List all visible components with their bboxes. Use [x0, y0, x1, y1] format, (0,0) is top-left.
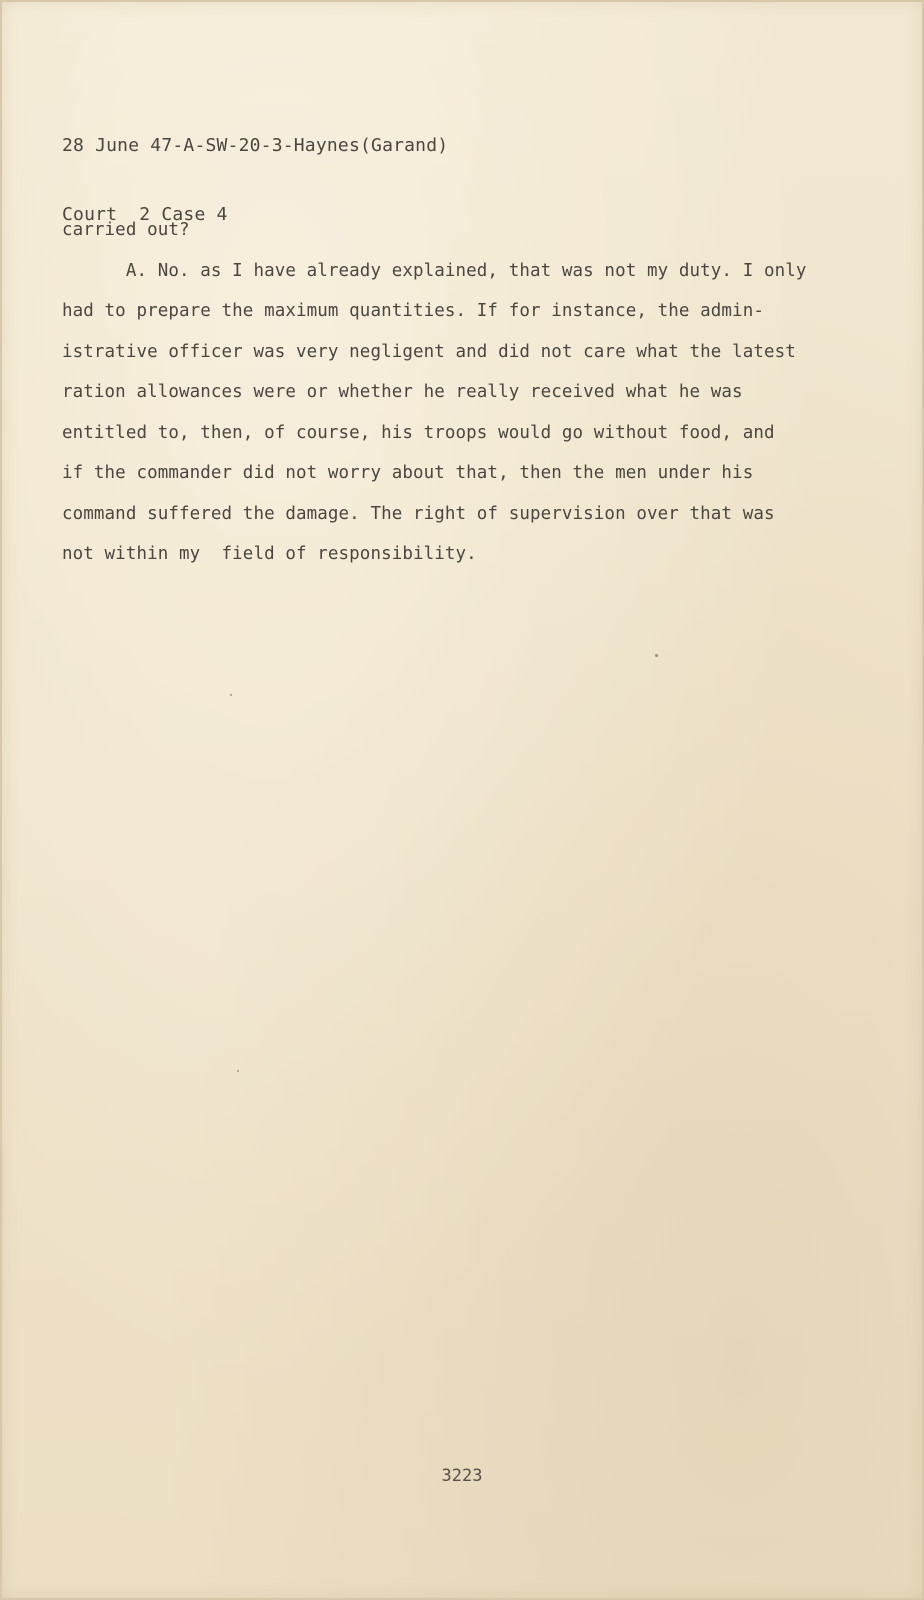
paper-speck [655, 654, 658, 657]
text-line-8: command suffered the damage. The right of supervision over that was [62, 503, 775, 524]
header-court-line: Court 2 Case 4 [62, 204, 228, 225]
text-line-5: ration allowances were or whether he really received what he was [62, 382, 743, 402]
text-line-3: had to prepare the maximum quantities. If for instance, the admin- [62, 301, 764, 321]
paper-speck [237, 1070, 239, 1072]
text-line-6: entitled to, then, of course, his troops would go without food, and [62, 422, 775, 443]
testimony-body [62, 210, 807, 575]
paper-speck [230, 694, 232, 696]
header-date-line: 28 June 47-A-SW-20-3-Haynes(Garand) [62, 135, 449, 156]
text-line-9: not within my field of responsibility. [62, 544, 477, 564]
text-line-4: istrative officer was very negligent and did not care what the latest [62, 341, 796, 362]
text-line-2: A. No. as I have already explained, that was not my duty. I only [62, 260, 807, 281]
text-line-7: if the commander did not worry about that, then the men under his [62, 463, 754, 483]
page-number: 3223 [441, 1466, 483, 1486]
text-line-1: carried out? [62, 220, 190, 240]
